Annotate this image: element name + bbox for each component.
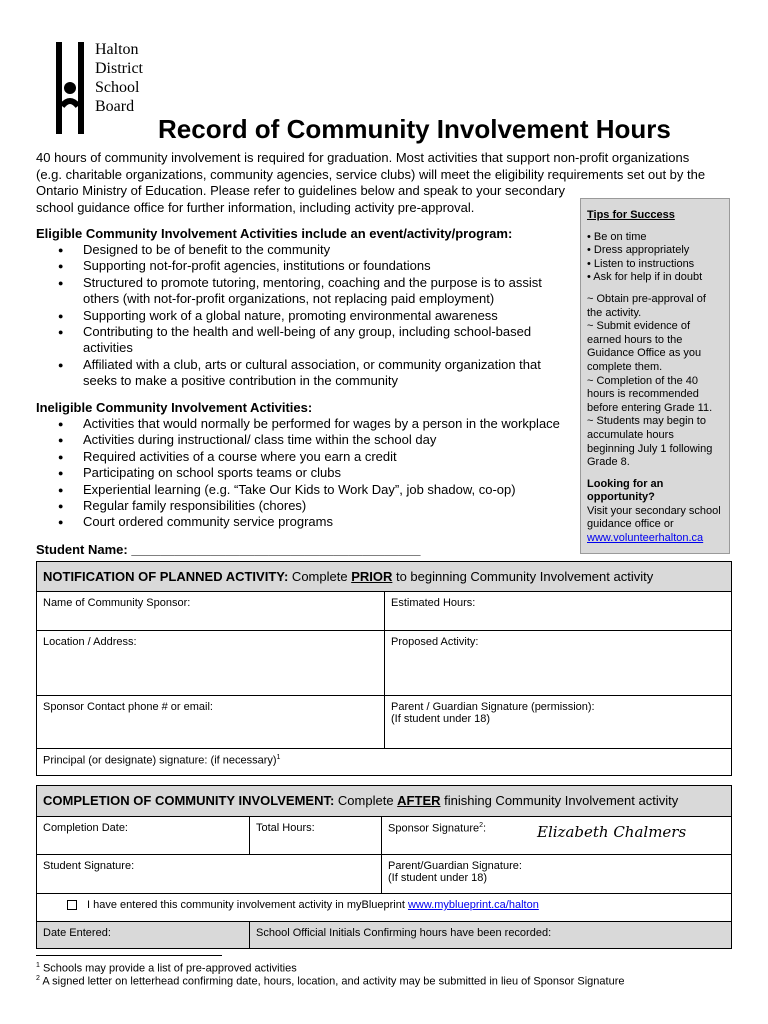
footnote-1: $^1$ Schools may provide a list of pre-approved activities [36,962,297,975]
tip-item: • Listen to instructions [587,257,695,270]
list-item: ● Structured to promote tutoring, mentoring, coaching and the purpose is to assist others (with not-for-profit organizations, not replacing paid employment) [36,275,566,308]
list-item: ● Affiliated with a club, arts or cultural association, or community organization that seeks to make a positive contribution in the community [36,357,566,390]
volunteer-link[interactable]: www.volunteerhalton.ca [587,532,704,545]
list-item: ● Experiential learning (e.g. “Take Our Kids to Work Day”, job shadow, co-op) [36,482,576,498]
footnote-2: $^2$ A signed letter on letterhead confirming date, hours, location, and activity may be submitted in lieu of Sponsor Signature [36,975,625,988]
tips-notes: ~ Obtain pre-approval of the activity. ~ Submit evidence of earned hours to the Guidance Office as you complete them. ~ Completion of the 40 hours is recommended before entering Grade 11. ~ Students may begin to accumulate hours beginning July 1 following Grade 8. [587,292,713,469]
sponsor-contact-field[interactable]: Sponsor Contact phone # or email: [37,696,385,749]
page-title: Record of Community Involvement Hours [158,114,671,144]
tips-looking: Looking for an opportunity? [587,477,664,504]
list-item: ● Court ordered community service programs [36,514,576,530]
completion-table [36,785,732,949]
ineligible-list [36,416,576,531]
logo-line: District [95,60,143,77]
tip-item: • Be on time [587,230,647,243]
tips-bullets [587,231,723,285]
list-item: ● Supporting not-for-profit agencies, institutions or foundations [36,258,566,274]
tip-item: • Dress appropriately [587,244,690,257]
list-item: ● Supporting work of a global nature, promoting environmental awareness [36,308,566,324]
date-entered-field[interactable]: Date Entered: [37,922,250,949]
list-item: ● Contributing to the health and well-being of any group, including school-based activities [36,324,566,357]
completion-date-field[interactable]: Completion Date: [37,817,250,855]
checkbox[interactable] [67,900,77,910]
myblueprint-link[interactable]: www.myblueprint.ca/halton [407,899,539,911]
intro-line: Ontario Ministry of Education. Please refer to guidelines below and speak to your secondary [36,183,565,198]
tips-title: Tips for Success [587,209,675,221]
planned-activity-table [36,561,732,776]
eligible-heading: Eligible Community Involvement Activities include an event/activity/program: [36,226,513,241]
planned-header: NOTIFICATION OF PLANNED ACTIVITY: Complete PRIOR to beginning Community Involvement activity [37,562,732,592]
logo-line: Halton [95,41,139,58]
logo-line: School [95,79,140,96]
list-item: ● Required activities of a course where you earn a credit [36,449,576,465]
list-item: ● Activities during instructional/ class time within the school day [36,432,576,448]
official-initials-field[interactable]: School Official Initials Confirming hours have been recorded: [250,922,732,949]
ineligible-heading: Ineligible Community Involvement Activities: [36,400,313,415]
tips-visit: Visit your secondary school guidance office or [587,504,721,531]
intro-line: (e.g. charitable organizations, community agencies, service clubs) will meet the eligibility requirements set out by the [36,166,706,182]
list-item: ● Designed to be of benefit to the community [36,242,566,258]
total-hours-field[interactable]: Total Hours: [250,817,382,855]
myblueprint-confirmation: I have entered this community involvement activity in myBlueprint www.myblueprint.ca/halton [37,894,732,922]
sponsor-signature-script: Elizabeth Chalmers [537,823,687,841]
estimated-hours-field[interactable]: Estimated Hours: [385,592,732,631]
logo-wordmark [95,40,143,116]
tip-item: • Ask for help if in doubt [587,271,703,284]
sponsor-name-field[interactable]: Name of Community Sponsor: [37,592,385,631]
completion-header: COMPLETION OF COMMUNITY INVOLVEMENT: Complete AFTER finishing Community Involvement activity [37,786,732,817]
intro-line: school guidance office for further information, including activity pre-approval. [36,199,475,215]
principal-signature-field[interactable]: Principal (or designate) signature: (if necessary)$^1$ [37,749,732,776]
parent-signature-field[interactable]: Parent/Guardian Signature: (If student under 18) [382,855,732,894]
halton-logo-icon [52,40,92,136]
location-field[interactable]: Location / Address: [37,631,385,696]
proposed-activity-field[interactable]: Proposed Activity: [385,631,732,696]
student-signature-field[interactable]: Student Signature: [37,855,382,894]
sponsor-signature-field[interactable]: Sponsor Signature$^2$: Elizabeth Chalmers [382,817,732,855]
list-item: ● Participating on school sports teams or clubs [36,465,576,481]
eligible-list [36,242,566,390]
list-item: ● Activities that would normally be performed for wages by a person in the workplace [36,416,576,432]
logo-line: Board [95,98,135,115]
intro-line: 40 hours of community involvement is required for graduation. Most activities that support non-profit organizations [36,150,690,165]
footnote-divider [36,955,222,956]
list-item: ● Regular family responsibilities (chores) [36,498,576,514]
parent-permission-field[interactable]: Parent / Guardian Signature (permission): (If student under 18) [385,696,732,749]
student-name-field[interactable]: Student Name: ________________________________________ [36,542,421,557]
tips-panel [580,198,730,554]
